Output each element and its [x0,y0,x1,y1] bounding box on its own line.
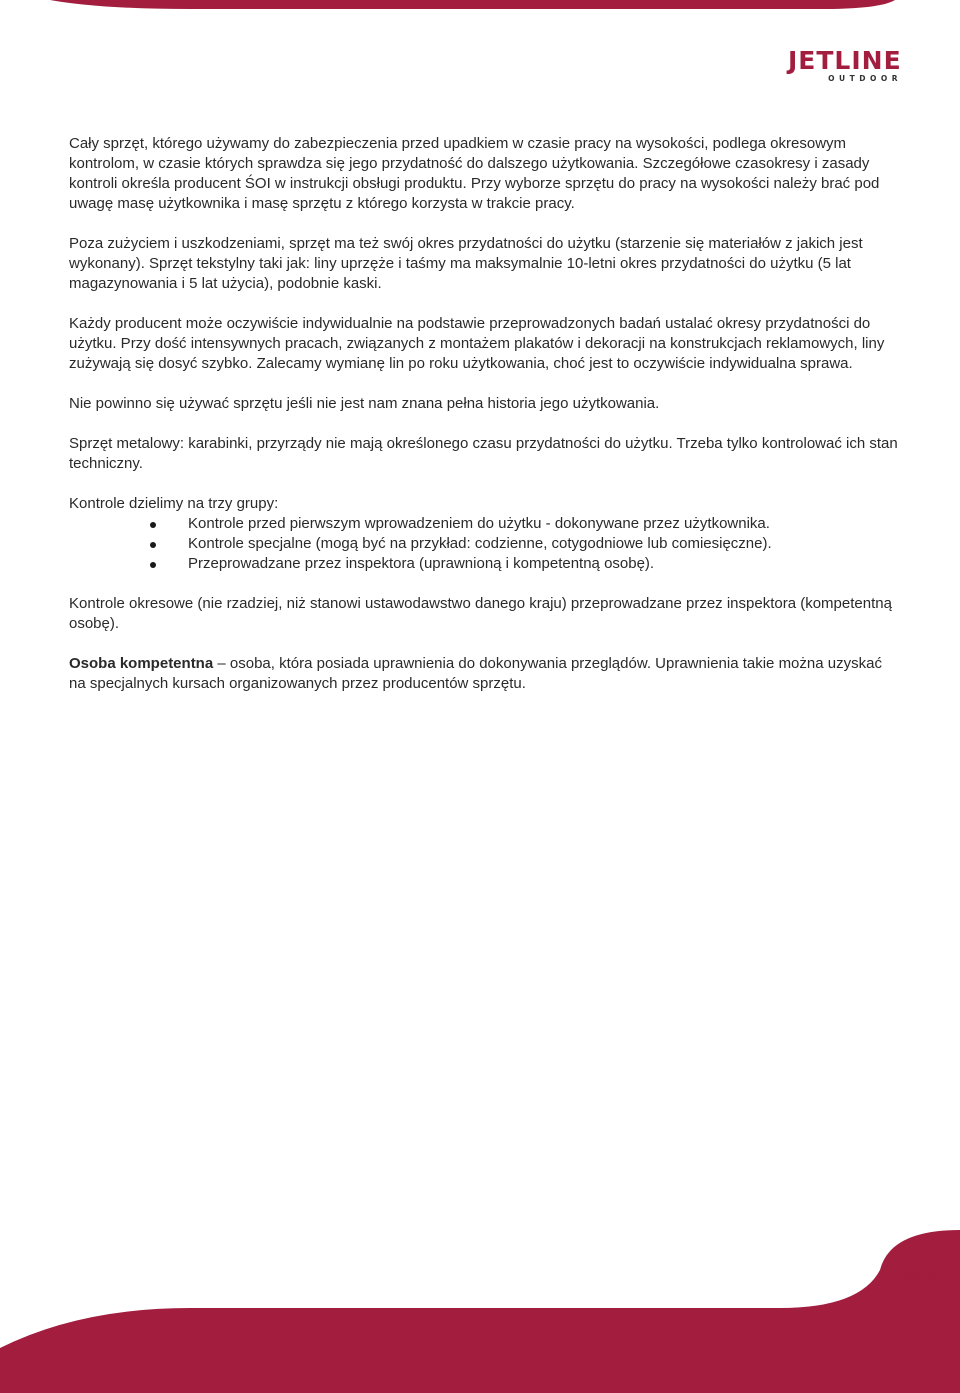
paragraph-control-groups: Kontrole dzielimy na trzy grupy: [69,495,279,512]
competent-person-term: Osoba kompetentna [69,655,214,672]
paragraph-metal-equipment: Sprzęt metalowy: karabinki, przyrządy nie mają określonego czasu przydatności do użytku. Trzeba tylko kontrolować ich stan techniczny. [69,435,898,472]
list-item: Przeprowadzane przez inspektora (uprawnioną i kompetentną osobę). [69,554,899,574]
jetline-logo [788,46,902,84]
competent-person-definition: – osoba, która posiada uprawnienia do dokonywania przeglądów. Uprawnienia takie można uzyskać na specjalnych kursach organizowanych przez producentów sprzętu. [69,655,882,692]
paragraph-competent-person [69,654,899,694]
footer-decorative-shape [0,1230,960,1393]
page-number: str. 9 [903,1267,938,1284]
logo-subtitle: OUTDOOR [828,74,902,83]
paragraph-periodic-controls: Kontrole okresowe (nie rzadziej, niż stanowi ustawodawstwo danego kraju) przeprowadzane przez inspektora (kompetentną osobę). [69,595,892,632]
top-decorative-band [0,0,960,12]
paragraph-history: Nie powinno się używać sprzętu jeśli nie jest nam znana pełna historia jego użytkowania. [69,395,660,412]
logo-word: JETLINE [788,46,902,75]
paragraph-manufacturer: Każdy producent może oczywiście indywidualnie na podstawie przeprowadzonych badań ustalać okresy przydatności do użytku. Przy dość intensywnych pracach, związanych z montażem plakatów i dekoracji na konstrukcjach reklamowych, liny zużywają się dosyć szybko. Zalecamy wymianę lin po roku użytkowania, choć jest to oczywiście indywidualna sprawa. [69,315,885,372]
paragraph-inspection: Cały sprzęt, którego używamy do zabezpieczenia przed upadkiem w czasie pracy na wysokości, podlega okresowym kontrolom, w czasie których sprawdza się jego przydatność do dalszego użytkowania. Szczegółowe czasokresy i zasady kontroli określa producent ŚOI w instrukcji obsługi produktu. Przy wyborze sprzętu do pracy na wysokości należy brać pod uwagę masę użytkownika i masę sprzętu z którego korzysta w trakcie pracy. [69,135,880,212]
list-item: Kontrole przed pierwszym wprowadzeniem do użytku - dokonywane przez użytkownika. [69,514,899,534]
document-body [69,134,899,694]
list-item: Kontrole specjalne (mogą być na przykład: codzienne, cotygodniowe lub comiesięczne). [69,534,899,554]
paragraph-shelf-life: Poza zużyciem i uszkodzeniami, sprzęt ma też swój okres przydatności do użytku (starzenie się materiałów z jakich jest wykonany). Sprzęt tekstylny taki jak: liny uprzęże i taśmy ma maksymalnie 10-letni okres przydatności do użytku (5 lat magazynowania i 5 lat użycia), podobnie kaski. [69,235,863,292]
control-groups-list [69,514,899,574]
